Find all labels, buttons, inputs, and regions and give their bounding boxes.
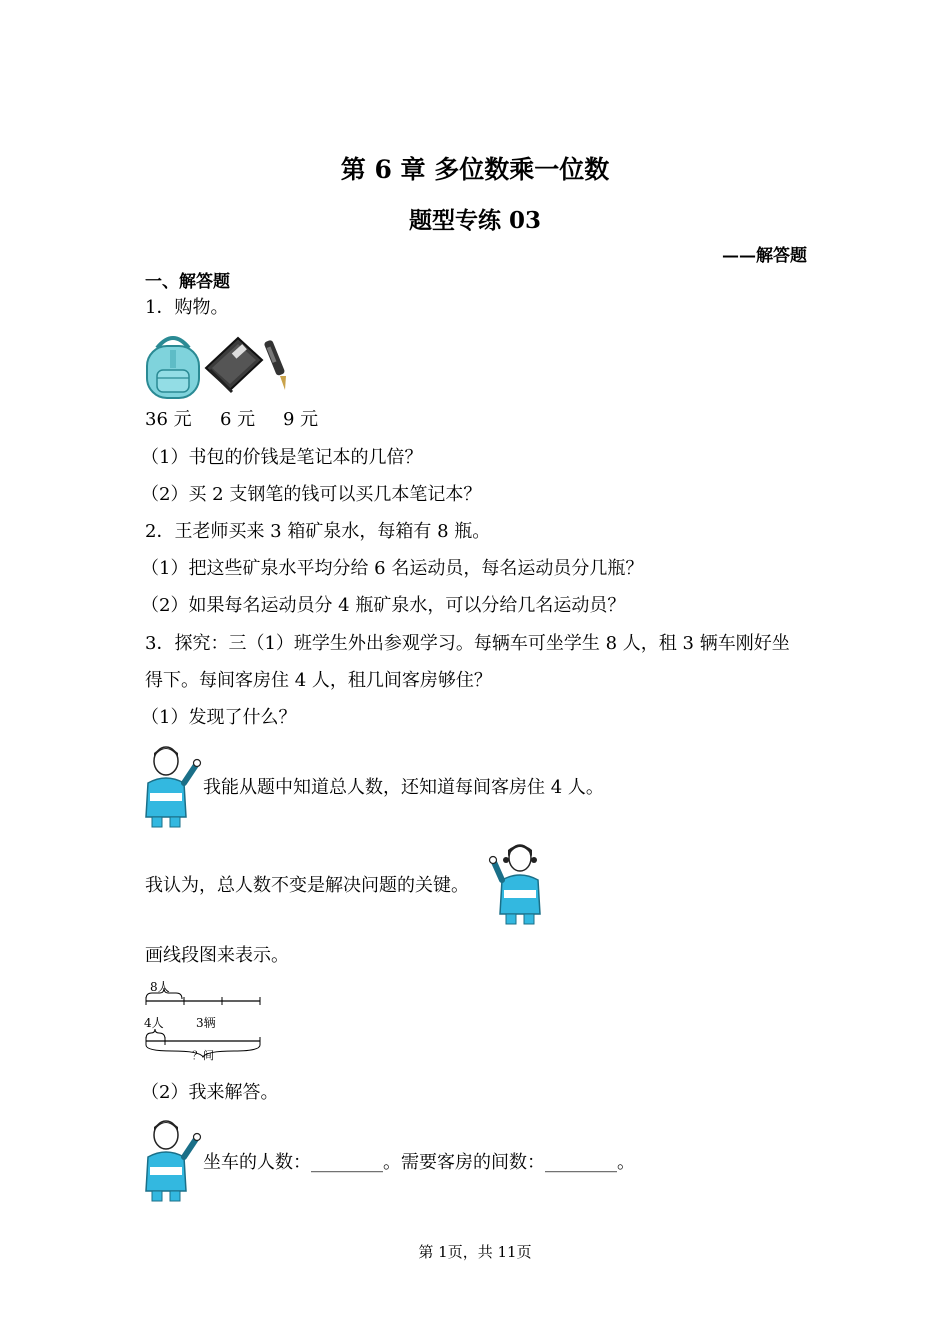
diagram-label-mid-left: 4人 [144, 1016, 164, 1030]
question-type-tag: ——解答题 [722, 246, 807, 266]
q2-sub1: （1）把这些矿泉水平均分给 6 名运动员，每名运动员分几瓶？ [141, 558, 644, 579]
boy-speech: 我能从题中知道总人数，还知道每间客房住 4 人。 [203, 777, 604, 798]
backpack-icon [143, 330, 203, 400]
q1-stem: 1．购物。 [145, 297, 229, 318]
q2-stem: 2．王老师买来 3 箱矿泉水，每箱有 8 瓶。 [145, 521, 491, 542]
q3-stem-line2: 得下。每间客房住 4 人，租几间客房够住？ [145, 670, 492, 691]
boy-icon-2 [142, 1117, 204, 1203]
q2-sub2: （2）如果每名运动员分 4 瓶矿泉水，可以分给几名运动员？ [141, 595, 626, 616]
girl-speech: 我认为，总人数不变是解决问题的关键。 [145, 875, 469, 896]
diagram-label-mid-right: 3辆 [196, 1016, 216, 1030]
answer-line: 坐车的人数：________。需要客房的间数：________。 [203, 1152, 635, 1173]
q1-sub1: （1）书包的价钱是笔记本的几倍？ [141, 447, 423, 468]
girl-icon [488, 840, 550, 926]
page-number: 第 1页，共 11页 [418, 1243, 532, 1261]
page-title: 第 6 章 多位数乘一位数 [340, 155, 610, 184]
q3-stem-line1: 3．探究：三（1）班学生外出参观学习。每辆车可坐学生 8 人，租 3 辆车刚好坐 [145, 633, 790, 654]
price-backpack: 36 元 [145, 409, 192, 430]
price-pen: 9 元 [283, 409, 319, 430]
draw-hint: 画线段图来表示。 [145, 945, 289, 966]
boy-icon [142, 743, 204, 829]
segment-diagram [142, 980, 266, 1065]
q1-sub2: （2）买 2 支钢笔的钱可以买几本笔记本？ [141, 484, 482, 505]
price-notebook: 6 元 [220, 409, 256, 430]
notebook-icon [202, 334, 264, 394]
diagram-label-top: 8人 [150, 980, 170, 994]
q3-sub2: （2）我来解答。 [141, 1082, 279, 1103]
pen-icon [262, 338, 292, 394]
q3-sub1: （1）发现了什么？ [141, 707, 297, 728]
diagram-label-bottom: ？间 [192, 1049, 214, 1062]
page-subtitle: 题型专练 03 [408, 207, 541, 234]
section-heading: 一、解答题 [145, 272, 230, 292]
